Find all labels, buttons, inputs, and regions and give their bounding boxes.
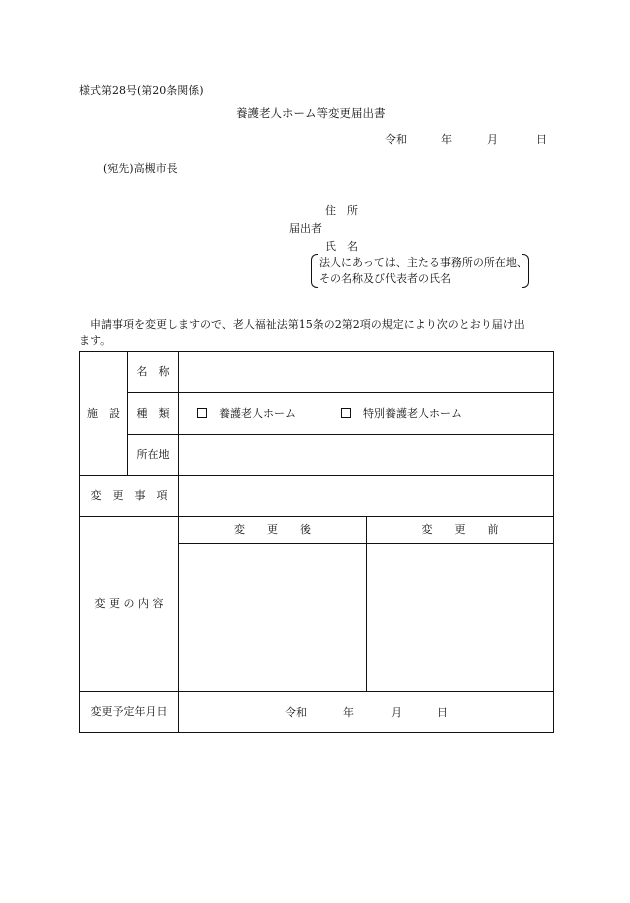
- scheduled-date-label: 変更予定年月日: [80, 692, 179, 733]
- header-date-day: 日: [536, 133, 547, 146]
- change-content-label: 変 更 の 内 容: [80, 517, 179, 692]
- corporate-note-line1: 法人にあっては、主たる事務所の所在地、: [319, 256, 528, 269]
- corporate-note: [319, 255, 528, 287]
- before-change-header: 変 更 前: [367, 517, 554, 544]
- change-content-header-row: [80, 517, 554, 544]
- checkbox-yougo[interactable]: [197, 408, 207, 418]
- change-items-row: [80, 476, 554, 517]
- applicant-role-label: 届出者: [289, 222, 322, 235]
- scheduled-date-year: 年: [343, 706, 354, 719]
- scheduled-date-row: [80, 692, 554, 733]
- change-items-label: 変 更 事 項: [80, 476, 179, 517]
- facility-location-row: [80, 435, 554, 476]
- facility-type-row: [80, 393, 554, 435]
- facility-name-field[interactable]: [179, 352, 554, 393]
- applicant-name-label: 氏 名: [325, 240, 358, 253]
- facility-name-row: [80, 352, 554, 393]
- header-date-era: 令和: [385, 133, 407, 146]
- before-change-field[interactable]: [367, 544, 554, 692]
- corporate-note-bracket: [311, 254, 529, 288]
- scheduled-date-era: 令和: [285, 706, 307, 719]
- corporate-note-line2: その名称及び代表者の氏名: [319, 272, 451, 285]
- address-label: 住 所: [325, 204, 358, 217]
- statement-line2: ます。: [79, 334, 112, 347]
- name-label: 名 称: [128, 352, 179, 393]
- after-change-header: 変 更 後: [179, 517, 367, 544]
- statement-line1: 申請事項を変更しますので、老人福祉法第15条の2第2項の規定により次のとおり届け出: [90, 318, 525, 331]
- facility-label: 施 設: [80, 352, 128, 476]
- form-number: 様式第28号(第20条関係): [79, 84, 204, 97]
- scheduled-date-field[interactable]: [179, 692, 554, 733]
- option-tokubetsu-label: 特別養護老人ホーム: [363, 406, 462, 420]
- facility-location-field[interactable]: [179, 435, 554, 476]
- scheduled-date-day: 日: [437, 706, 448, 719]
- change-items-field[interactable]: [179, 476, 554, 517]
- checkbox-tokubetsu[interactable]: [341, 408, 351, 418]
- scheduled-date-month: 月: [391, 706, 402, 719]
- after-change-field[interactable]: [179, 544, 367, 692]
- type-label: 種 類: [128, 393, 179, 435]
- facility-change-table: [79, 351, 554, 733]
- location-label: 所在地: [128, 435, 179, 476]
- header-date-month: 月: [487, 133, 498, 146]
- header-date: [0, 133, 630, 147]
- left-bracket: [311, 254, 318, 288]
- facility-type-options: [179, 393, 554, 435]
- addressee: (宛先)高槻市長: [103, 162, 178, 175]
- document-title: 養護老人ホーム等変更届出書: [236, 106, 386, 120]
- header-date-year: 年: [441, 133, 452, 146]
- option-yougo-label: 養護老人ホーム: [219, 406, 296, 420]
